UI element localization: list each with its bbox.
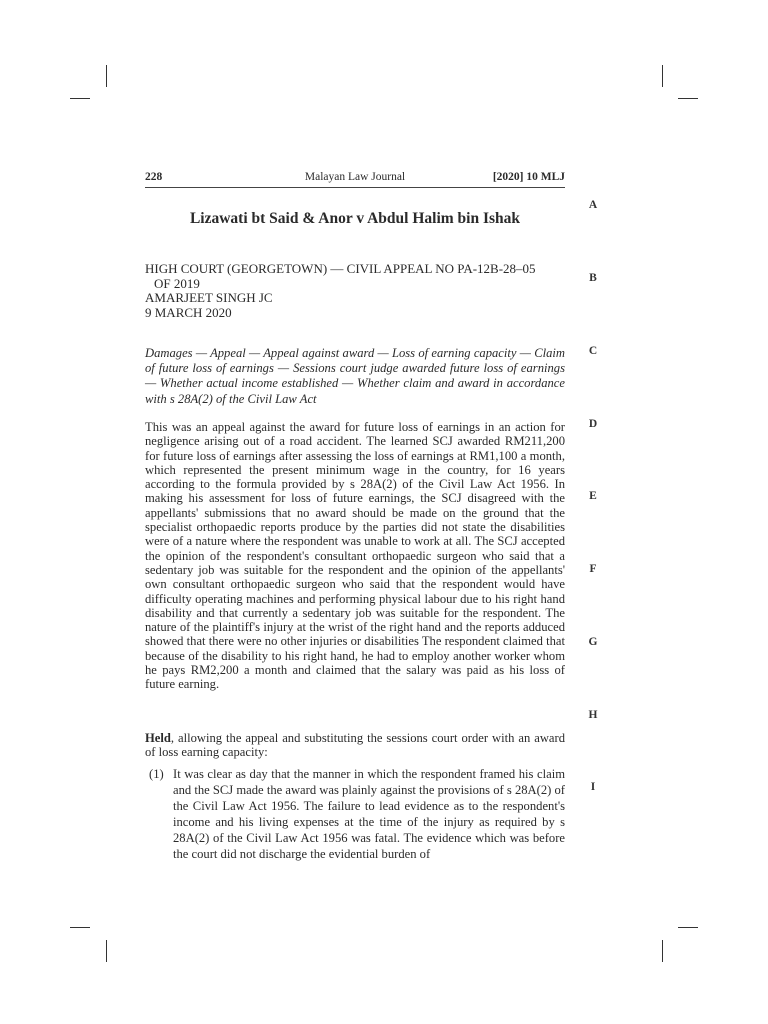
- margin-letter-d: D: [588, 418, 598, 430]
- case-title: Lizawati bt Said & Anor v Abdul Halim bin Ishak: [189, 210, 521, 227]
- journal-name: Malayan Law Journal: [304, 171, 406, 183]
- holding-text: It was clear as day that the manner in which the respondent framed his claim and the SCJ made the award was plainly against the provisions of s 28A(2) of the Civil Law Act 1956. The failure to lead evidence as to the respondent's income and his living expenses at the time of the injury as required by s 28A(2) of the Civil Law Act 1956 was fatal. The evidence which was before the court did not discharge the evidential burden of: [173, 767, 565, 861]
- margin-letter-e: E: [589, 490, 597, 502]
- court-line-continued: OF 2019: [154, 275, 200, 291]
- running-header: [145, 171, 565, 188]
- judge-name: AMARJEET SINGH JC: [145, 290, 273, 305]
- holding-item: [145, 767, 565, 862]
- crop-mark: [106, 940, 107, 962]
- holding-number: (1): [149, 767, 164, 781]
- page-number: 228: [145, 171, 163, 183]
- held-label: Held: [145, 731, 171, 745]
- margin-letter-g: G: [588, 636, 598, 648]
- margin-letter-i: I: [590, 781, 596, 793]
- held-paragraph: [145, 731, 565, 760]
- case-summary: This was an appeal against the award for future loss of earnings in an action for negligence arising out of a road accident. The learned SCJ awarded RM211,200 for future loss of earnings after assessing the loss of earnings at RM1,100 a month, which represented the present minimum wage in the country, for 16 years according to the formula provided by s 28A(2) of the Civil Law Act 1956. In making his assessment for loss of future earnings, the SCJ disagreed with the appellants' submissions that no award should be made on the ground that the specialist orthopaedic reports produce by the parties did not state the disabilities were of a nature where the respondent was unable to work at all. The SCJ accepted the opinion of the respondent's consultant orthopaedic surgeon who said that a sedentary job was suitable for the respondent and the opinion of the appellants' own consultant orthopaedic surgeon who said that the respondent would have difficulty operating machines and performing physical labour due to his right hand disability and that currently a sedentary job was suitable for the respondent. The nature of the plaintiff's injury at the wrist of the right hand and the reports adduced showed that there were no other injuries or disabilities The respondent claimed that because of the disability to his right hand, he had to employ another worker whom he pays RM2,200 a month and claimed that the salary was paid as his loss of future earning.: [145, 420, 565, 692]
- crop-mark: [70, 98, 90, 99]
- crop-mark: [678, 927, 698, 928]
- court-info: [145, 262, 565, 320]
- crop-mark: [106, 65, 107, 87]
- court-line: HIGH COURT (GEORGETOWN) — CIVIL APPEAL NO PA-12B-28–05: [145, 261, 536, 276]
- crop-mark: [662, 65, 663, 87]
- citation: [2020] 10 MLJ: [492, 171, 565, 183]
- catchwords: Damages — Appeal — Appeal against award — Loss of earning capacity — Claim of future loss of earnings — Sessions court judge awarded future loss of earnings — Whether actual income established — Whether claim and award in accordance with s 28A(2) of the Civil Law Act: [145, 346, 565, 406]
- held-text: , allowing the appeal and substituting the sessions court order with an award of loss earning capacity:: [145, 731, 565, 760]
- margin-letter-h: H: [588, 709, 598, 721]
- margin-letter-a: A: [588, 199, 598, 211]
- margin-letter-c: C: [588, 345, 598, 357]
- crop-mark: [70, 927, 90, 928]
- margin-letter-b: B: [589, 272, 597, 284]
- margin-letter-f: F: [589, 563, 597, 575]
- crop-mark: [678, 98, 698, 99]
- decision-date: 9 MARCH 2020: [145, 304, 232, 320]
- crop-mark: [662, 940, 663, 962]
